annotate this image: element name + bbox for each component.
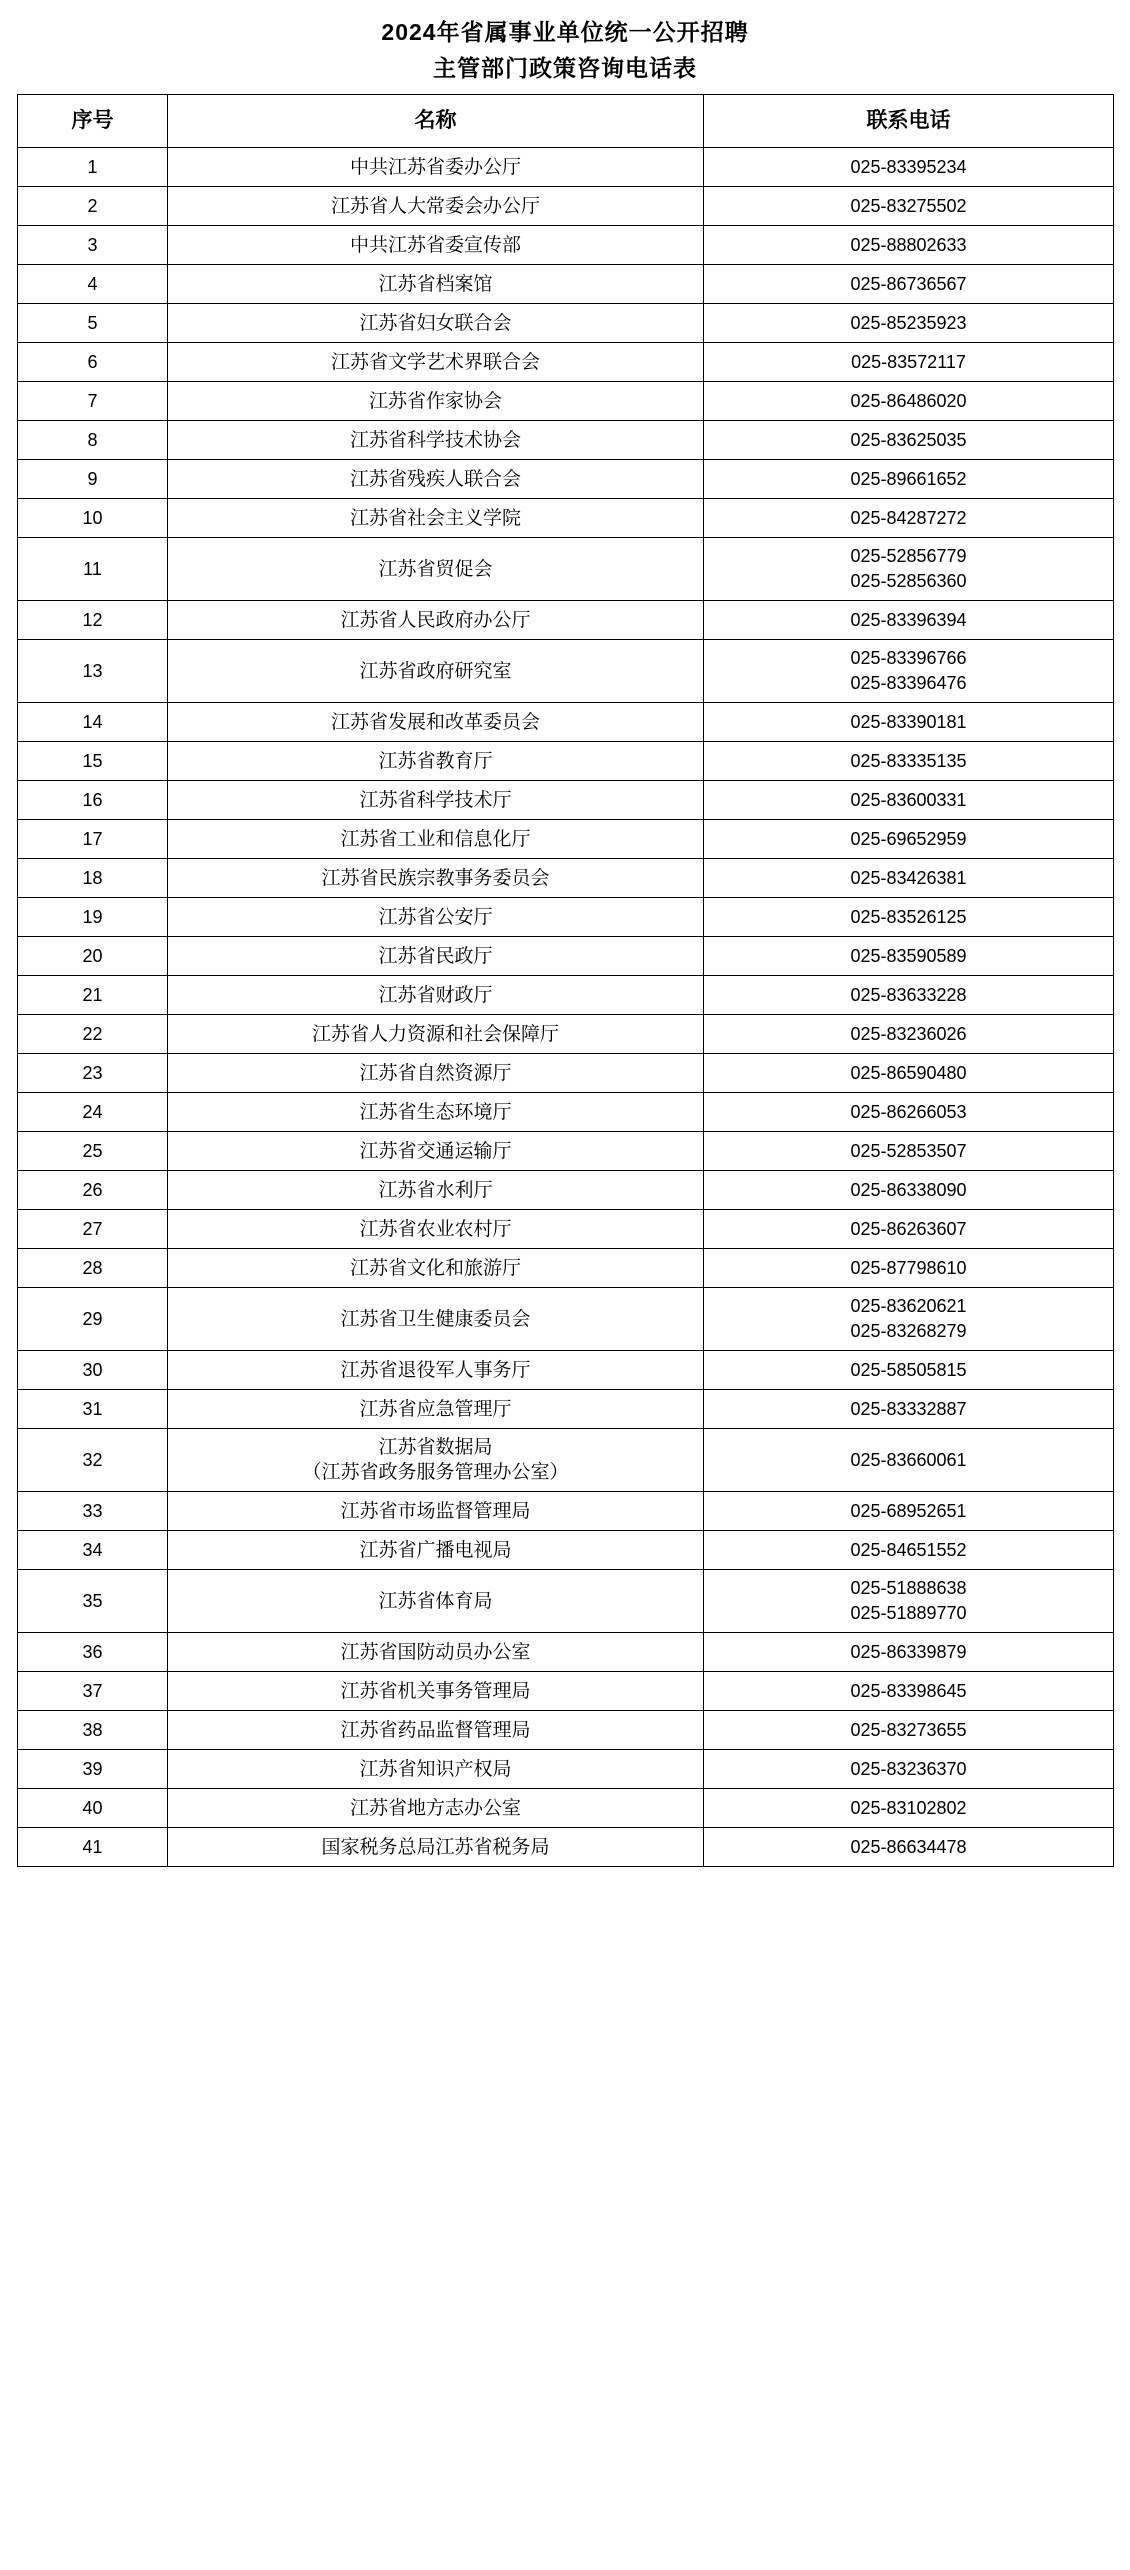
cell-telephone	[704, 1249, 1114, 1288]
telephone-line: 025-83236370	[850, 1758, 967, 1779]
cell-telephone	[704, 148, 1114, 187]
name-line: 国家税务总局江苏省税务局	[321, 1836, 550, 1858]
name-line: 江苏省农业农村厅	[359, 1218, 512, 1240]
cell-telephone	[704, 1633, 1114, 1672]
cell-name	[168, 1570, 704, 1633]
table-row	[18, 538, 1114, 601]
table-row	[18, 1390, 1114, 1429]
cell-name	[168, 1132, 704, 1171]
name-line: 江苏省作家协会	[368, 390, 502, 412]
cell-name	[168, 1633, 704, 1672]
telephone-line: 025-83526125	[850, 906, 967, 927]
cell-index: 25	[18, 1132, 168, 1171]
telephone-line: 025-83396476	[850, 673, 967, 693]
cell-index: 27	[18, 1210, 168, 1249]
name-line: 江苏省档案馆	[378, 273, 493, 295]
name-line: 江苏省教育厅	[378, 750, 493, 772]
column-header-name: 名称	[168, 95, 704, 148]
cell-telephone	[704, 265, 1114, 304]
cell-name	[168, 343, 704, 382]
cell-index: 24	[18, 1093, 168, 1132]
telephone-line: 025-83660061	[850, 1449, 967, 1470]
telephone-line: 025-83395234	[850, 156, 967, 177]
telephone-line: 025-83396394	[850, 609, 967, 630]
cell-index: 9	[18, 460, 168, 499]
table-row	[18, 601, 1114, 640]
cell-telephone	[704, 538, 1114, 601]
cell-name	[168, 703, 704, 742]
name-line: 江苏省社会主义学院	[349, 507, 521, 529]
cell-name	[168, 976, 704, 1015]
cell-name	[168, 781, 704, 820]
name-line: 江苏省文化和旅游厅	[349, 1257, 521, 1279]
telephone-line: 025-86736567	[850, 273, 967, 294]
table-row	[18, 1210, 1114, 1249]
telephone-line: 025-83275502	[850, 195, 967, 216]
cell-name	[168, 538, 704, 601]
table-row	[18, 343, 1114, 382]
cell-telephone	[704, 937, 1114, 976]
cell-name	[168, 421, 704, 460]
cell-index: 7	[18, 382, 168, 421]
telephone-line: 025-83268279	[850, 1321, 967, 1341]
cell-name	[168, 601, 704, 640]
policy-consultation-phone-table	[17, 94, 1114, 1867]
table-row	[18, 1633, 1114, 1672]
table-row	[18, 1015, 1114, 1054]
table-row	[18, 1093, 1114, 1132]
name-line: 江苏省市场监督管理局	[340, 1500, 531, 1522]
telephone-line: 025-86263607	[850, 1218, 967, 1239]
column-header-index: 序号	[18, 95, 168, 148]
name-line: （江苏省政务服务管理办公室）	[302, 1462, 569, 1483]
name-line: 江苏省交通运输厅	[359, 1140, 512, 1162]
cell-telephone	[704, 1531, 1114, 1570]
cell-name	[168, 1390, 704, 1429]
telephone-line: 025-58505815	[850, 1359, 967, 1380]
cell-index: 34	[18, 1531, 168, 1570]
cell-telephone	[704, 820, 1114, 859]
cell-telephone	[704, 421, 1114, 460]
telephone-line: 025-52856779	[850, 546, 967, 566]
cell-index: 23	[18, 1054, 168, 1093]
cell-index: 28	[18, 1249, 168, 1288]
cell-index: 4	[18, 265, 168, 304]
cell-name	[168, 1492, 704, 1531]
name-line: 江苏省科学技术协会	[349, 429, 521, 451]
name-line: 江苏省自然资源厅	[359, 1062, 512, 1084]
cell-index: 35	[18, 1570, 168, 1633]
name-line: 江苏省财政厅	[378, 984, 493, 1006]
name-line: 江苏省公安厅	[378, 906, 493, 928]
cell-telephone	[704, 703, 1114, 742]
name-line: 江苏省广播电视局	[359, 1539, 512, 1561]
cell-index: 16	[18, 781, 168, 820]
cell-telephone	[704, 898, 1114, 937]
name-line: 江苏省数据局	[378, 1437, 493, 1458]
cell-telephone	[704, 976, 1114, 1015]
cell-index: 8	[18, 421, 168, 460]
table-row	[18, 187, 1114, 226]
cell-telephone	[704, 1570, 1114, 1633]
document-title	[0, 0, 1130, 94]
name-line: 江苏省体育局	[378, 1590, 493, 1612]
telephone-line: 025-83633228	[850, 984, 967, 1005]
name-line: 中共江苏省委宣传部	[349, 234, 521, 256]
table-row	[18, 1828, 1114, 1867]
cell-index: 19	[18, 898, 168, 937]
telephone-line: 025-83398645	[850, 1680, 967, 1701]
name-line: 江苏省科学技术厅	[359, 789, 512, 811]
name-line: 江苏省生态环境厅	[359, 1101, 512, 1123]
telephone-line: 025-84287272	[850, 507, 967, 528]
table-row	[18, 781, 1114, 820]
cell-telephone	[704, 1015, 1114, 1054]
cell-telephone	[704, 859, 1114, 898]
cell-name	[168, 1711, 704, 1750]
cell-name	[168, 1288, 704, 1351]
name-line: 江苏省退役军人事务厅	[340, 1359, 531, 1381]
cell-telephone	[704, 382, 1114, 421]
name-line: 江苏省工业和信息化厅	[340, 828, 531, 850]
cell-name	[168, 499, 704, 538]
name-line: 江苏省政府研究室	[359, 660, 512, 682]
cell-telephone	[704, 1492, 1114, 1531]
name-line: 江苏省地方志办公室	[349, 1797, 521, 1819]
cell-name	[168, 1750, 704, 1789]
name-line: 江苏省妇女联合会	[359, 312, 512, 334]
telephone-line: 025-88802633	[850, 234, 967, 255]
cell-name	[168, 1672, 704, 1711]
cell-index: 21	[18, 976, 168, 1015]
table-row	[18, 1789, 1114, 1828]
cell-index: 41	[18, 1828, 168, 1867]
table-row	[18, 820, 1114, 859]
cell-name	[168, 742, 704, 781]
table-body	[18, 148, 1114, 1867]
cell-index: 31	[18, 1390, 168, 1429]
telephone-line: 025-86338090	[850, 1179, 967, 1200]
table-row	[18, 859, 1114, 898]
telephone-line: 025-83332887	[850, 1398, 967, 1419]
cell-name	[168, 859, 704, 898]
table-row	[18, 1711, 1114, 1750]
cell-index: 38	[18, 1711, 168, 1750]
cell-telephone	[704, 742, 1114, 781]
cell-name	[168, 304, 704, 343]
cell-name	[168, 1210, 704, 1249]
table-row	[18, 1249, 1114, 1288]
cell-telephone	[704, 601, 1114, 640]
table-row	[18, 382, 1114, 421]
telephone-line: 025-84651552	[850, 1539, 967, 1560]
cell-index: 18	[18, 859, 168, 898]
table-row	[18, 1171, 1114, 1210]
cell-telephone	[704, 640, 1114, 703]
table-row	[18, 265, 1114, 304]
cell-index: 5	[18, 304, 168, 343]
cell-index: 12	[18, 601, 168, 640]
cell-telephone	[704, 781, 1114, 820]
telephone-line: 025-89661652	[850, 468, 967, 489]
cell-telephone	[704, 187, 1114, 226]
cell-name	[168, 1351, 704, 1390]
cell-telephone	[704, 1672, 1114, 1711]
name-line: 江苏省人力资源和社会保障厅	[311, 1023, 559, 1045]
table-row	[18, 1672, 1114, 1711]
cell-telephone	[704, 460, 1114, 499]
cell-name	[168, 1054, 704, 1093]
table-row	[18, 1492, 1114, 1531]
telephone-line: 025-83390181	[850, 711, 967, 732]
telephone-line: 025-52856360	[850, 571, 967, 591]
telephone-line: 025-83620621	[850, 1296, 967, 1316]
cell-telephone	[704, 343, 1114, 382]
cell-telephone	[704, 1750, 1114, 1789]
cell-index: 30	[18, 1351, 168, 1390]
cell-telephone	[704, 1054, 1114, 1093]
cell-telephone	[704, 1171, 1114, 1210]
telephone-line: 025-83625035	[850, 429, 967, 450]
cell-name	[168, 937, 704, 976]
telephone-line: 025-83426381	[850, 867, 967, 888]
telephone-line: 025-51888638	[850, 1578, 967, 1598]
cell-name	[168, 1093, 704, 1132]
cell-index: 1	[18, 148, 168, 187]
name-line: 江苏省人民政府办公厅	[340, 609, 531, 631]
telephone-line: 025-87798610	[850, 1257, 967, 1278]
cell-telephone	[704, 1789, 1114, 1828]
cell-name	[168, 1171, 704, 1210]
title-line-2: 主管部门政策咨询电话表	[433, 55, 697, 81]
telephone-line: 025-86486020	[850, 390, 967, 411]
cell-name	[168, 460, 704, 499]
table-row	[18, 1132, 1114, 1171]
telephone-line: 025-85235923	[850, 312, 967, 333]
cell-index: 36	[18, 1633, 168, 1672]
cell-index: 3	[18, 226, 168, 265]
telephone-line: 025-83600331	[850, 789, 967, 810]
cell-index: 2	[18, 187, 168, 226]
cell-name	[168, 1429, 704, 1492]
cell-name	[168, 1828, 704, 1867]
cell-telephone	[704, 499, 1114, 538]
cell-index: 32	[18, 1429, 168, 1492]
cell-name	[168, 820, 704, 859]
table-row	[18, 937, 1114, 976]
table-row	[18, 148, 1114, 187]
cell-index: 17	[18, 820, 168, 859]
column-header-tel: 联系电话	[704, 95, 1114, 148]
table-row	[18, 640, 1114, 703]
name-line: 江苏省应急管理厅	[359, 1398, 512, 1420]
cell-index: 6	[18, 343, 168, 382]
name-line: 江苏省民政厅	[378, 945, 493, 967]
cell-telephone	[704, 1429, 1114, 1492]
name-line: 江苏省国防动员办公室	[340, 1641, 531, 1663]
cell-name	[168, 382, 704, 421]
cell-name	[168, 1015, 704, 1054]
table-row	[18, 1429, 1114, 1492]
cell-index: 14	[18, 703, 168, 742]
table-row	[18, 1531, 1114, 1570]
telephone-line: 025-83102802	[850, 1797, 967, 1818]
table-row	[18, 421, 1114, 460]
cell-telephone	[704, 1132, 1114, 1171]
name-line: 江苏省残疾人联合会	[349, 468, 521, 490]
table-row	[18, 898, 1114, 937]
table-row	[18, 703, 1114, 742]
telephone-line: 025-51889770	[850, 1603, 967, 1623]
cell-name	[168, 226, 704, 265]
table-row	[18, 1054, 1114, 1093]
telephone-line: 025-86266053	[850, 1101, 967, 1122]
telephone-line: 025-83590589	[850, 945, 967, 966]
cell-telephone	[704, 1711, 1114, 1750]
table-row	[18, 742, 1114, 781]
name-line: 江苏省贸促会	[378, 558, 493, 580]
cell-telephone	[704, 1210, 1114, 1249]
cell-name	[168, 265, 704, 304]
cell-name	[168, 640, 704, 703]
cell-index: 22	[18, 1015, 168, 1054]
cell-telephone	[704, 1288, 1114, 1351]
cell-index: 11	[18, 538, 168, 601]
name-line: 江苏省机关事务管理局	[340, 1680, 531, 1702]
table-row	[18, 1288, 1114, 1351]
cell-index: 13	[18, 640, 168, 703]
table-row	[18, 1750, 1114, 1789]
table-row	[18, 976, 1114, 1015]
table-row	[18, 499, 1114, 538]
cell-telephone	[704, 304, 1114, 343]
cell-index: 26	[18, 1171, 168, 1210]
name-line: 江苏省民族宗教事务委员会	[321, 867, 550, 889]
telephone-line: 025-86590480	[850, 1062, 967, 1083]
cell-index: 29	[18, 1288, 168, 1351]
table-row	[18, 226, 1114, 265]
name-line: 江苏省知识产权局	[359, 1758, 512, 1780]
cell-index: 10	[18, 499, 168, 538]
cell-index: 37	[18, 1672, 168, 1711]
telephone-line: 025-86634478	[850, 1836, 967, 1857]
name-line: 江苏省发展和改革委员会	[330, 711, 540, 733]
name-line: 江苏省文学艺术界联合会	[330, 351, 540, 373]
cell-name	[168, 1249, 704, 1288]
telephone-line: 025-52853507	[850, 1140, 967, 1161]
table-row	[18, 460, 1114, 499]
cell-name	[168, 1789, 704, 1828]
cell-index: 39	[18, 1750, 168, 1789]
cell-name	[168, 1531, 704, 1570]
cell-index: 40	[18, 1789, 168, 1828]
cell-telephone	[704, 226, 1114, 265]
cell-index: 33	[18, 1492, 168, 1531]
cell-telephone	[704, 1351, 1114, 1390]
telephone-line: 025-83335135	[850, 750, 967, 771]
telephone-line: 025-69652959	[850, 828, 967, 849]
table-row	[18, 1351, 1114, 1390]
cell-name	[168, 148, 704, 187]
name-line: 江苏省水利厅	[378, 1179, 493, 1201]
name-line: 江苏省人大常委会办公厅	[330, 195, 540, 217]
cell-telephone	[704, 1093, 1114, 1132]
table-row	[18, 304, 1114, 343]
cell-telephone	[704, 1828, 1114, 1867]
telephone-line: 025-83396766	[850, 648, 967, 668]
telephone-line: 025-83273655	[850, 1719, 967, 1740]
telephone-line: 025-83572117	[851, 351, 966, 372]
table-header-row	[18, 95, 1114, 148]
cell-name	[168, 187, 704, 226]
telephone-line: 025-68952651	[850, 1500, 967, 1521]
table-row	[18, 1570, 1114, 1633]
name-line: 中共江苏省委办公厅	[349, 156, 521, 178]
telephone-line: 025-83236026	[850, 1023, 967, 1044]
cell-index: 20	[18, 937, 168, 976]
name-line: 江苏省药品监督管理局	[340, 1719, 531, 1741]
title-line-1: 2024年省属事业单位统一公开招聘	[381, 19, 749, 45]
cell-name	[168, 898, 704, 937]
telephone-line: 025-86339879	[850, 1641, 967, 1662]
cell-index: 15	[18, 742, 168, 781]
name-line: 江苏省卫生健康委员会	[340, 1308, 531, 1330]
cell-telephone	[704, 1390, 1114, 1429]
